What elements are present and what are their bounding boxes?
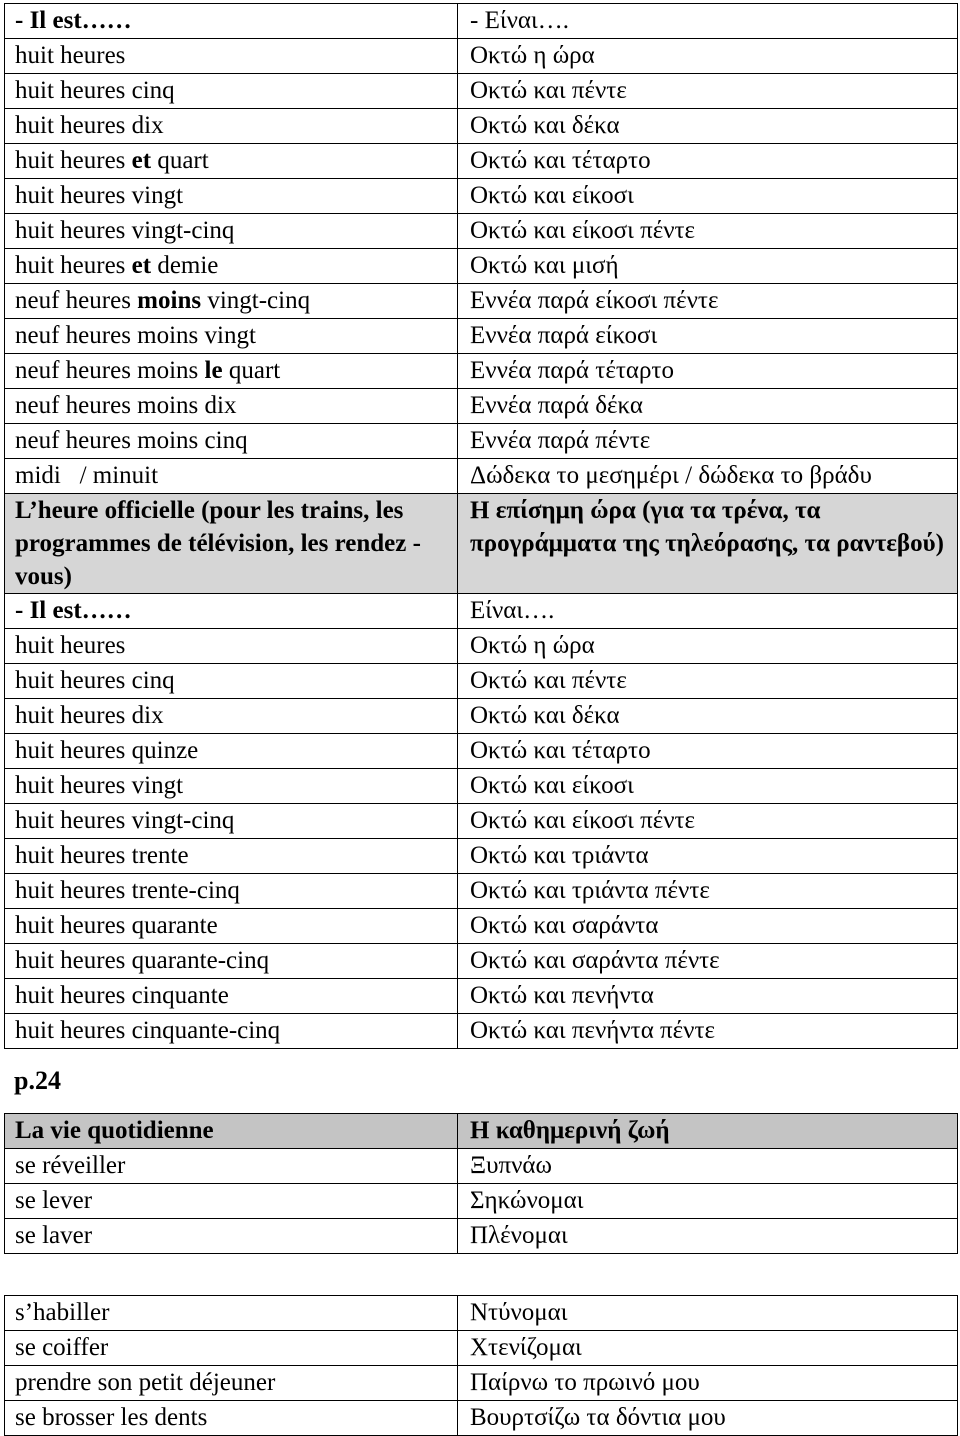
gr-cell: Οκτώ και δέκα <box>458 699 958 734</box>
gr-cell: Εννέα παρά είκοσι <box>458 319 958 354</box>
table-row <box>5 664 958 699</box>
gr-cell: Οκτώ και τριάντα πέντε <box>458 874 958 909</box>
fr-cell: se brosser les dents <box>5 1401 458 1436</box>
gr-cell: Ξυπνάω <box>458 1149 958 1184</box>
gr-cell: Οκτώ και δέκα <box>458 109 958 144</box>
fr-cell: huit heures cinquante <box>5 979 458 1014</box>
gr-cell: Οκτώ και σαράντα πέντε <box>458 944 958 979</box>
table-row <box>5 1331 958 1366</box>
gr-cell: Εννέα παρά τέταρτο <box>458 354 958 389</box>
fr-cell: huit heures <box>5 39 458 74</box>
fr-text: huit heures <box>15 252 126 279</box>
gr-cell: Ντύνομαι <box>458 1296 958 1331</box>
table-row <box>5 179 958 214</box>
table-row <box>5 839 958 874</box>
table-row <box>5 1366 958 1401</box>
fr-cell: - Il est…… <box>5 594 458 629</box>
table-row <box>5 74 958 109</box>
official-time-header-row <box>5 494 958 594</box>
fr-cell: huit heures quinze <box>5 734 458 769</box>
fr-highlight: et <box>131 252 152 279</box>
fr-highlight: le <box>204 357 223 384</box>
section-header-row <box>5 1114 958 1149</box>
gr-cell: - Είναι…. <box>458 4 958 39</box>
gr-cell: Οκτώ και πενήντα <box>458 979 958 1014</box>
page-number-label: p.24 <box>14 1066 61 1095</box>
fr-cell: huit heures <box>5 629 458 664</box>
fr-cell: huit heures vingt <box>5 769 458 804</box>
fr-cell: neuf heures moins cinq <box>5 424 458 459</box>
gr-cell: Οκτώ και τέταρτο <box>458 144 958 179</box>
fr-cell: se laver <box>5 1219 458 1254</box>
table-row <box>5 389 958 424</box>
table-row <box>5 909 958 944</box>
gr-cell: Οκτώ και είκοσι <box>458 179 958 214</box>
fr-cell: huit heures cinquante-cinq <box>5 1014 458 1049</box>
gr-cell: Οκτώ και είκοσι πέντε <box>458 214 958 249</box>
gr-cell: Οκτώ η ώρα <box>458 39 958 74</box>
table-row <box>5 1401 958 1436</box>
gr-cell: Εννέα παρά δέκα <box>458 389 958 424</box>
table-row <box>5 459 958 494</box>
fr-cell: se lever <box>5 1184 458 1219</box>
gr-cell: Είναι…. <box>458 594 958 629</box>
table-row <box>5 214 958 249</box>
fr-cell: huit heures vingt-cinq <box>5 804 458 839</box>
time-vocabulary-table <box>4 3 958 1049</box>
fr-highlight: moins <box>137 287 202 314</box>
fr-cell: huit heures quarante <box>5 909 458 944</box>
fr-header-cell: L’heure officielle (pour les trains, les programmes de télévision, les rendez -vous) <box>5 494 458 594</box>
fr-cell: huit heures quarante-cinq <box>5 944 458 979</box>
gr-cell: Οκτώ και πέντε <box>458 74 958 109</box>
fr-cell: huit heures vingt <box>5 179 458 214</box>
fr-text: quart <box>228 357 281 384</box>
gr-cell: Παίρνω το πρωινό μου <box>458 1366 958 1401</box>
fr-text: demie <box>157 252 219 279</box>
gr-cell: Δώδεκα το μεσημέρι / δώδεκα το βράδυ <box>458 459 958 494</box>
fr-cell: huit heures trente <box>5 839 458 874</box>
fr-cell: huit heures dix <box>5 109 458 144</box>
fr-cell: huit heures cinq <box>5 74 458 109</box>
table-row <box>5 1296 958 1331</box>
gr-cell: Οκτώ και μισή <box>458 249 958 284</box>
gr-cell: Εννέα παρά είκοσι πέντε <box>458 284 958 319</box>
fr-cell: huit heures trente-cinq <box>5 874 458 909</box>
fr-cell: s’habiller <box>5 1296 458 1331</box>
gr-cell: Εννέα παρά πέντε <box>458 424 958 459</box>
table-row <box>5 354 958 389</box>
fr-cell: neuf heures moins dix <box>5 389 458 424</box>
fr-highlight: et <box>131 147 152 174</box>
gr-cell: Οκτώ και είκοσι πέντε <box>458 804 958 839</box>
table-row <box>5 734 958 769</box>
fr-cell: se coiffer <box>5 1331 458 1366</box>
table-row <box>5 1219 958 1254</box>
gr-cell: Οκτώ η ώρα <box>458 629 958 664</box>
table-row <box>5 424 958 459</box>
fr-cell: huit heures dix <box>5 699 458 734</box>
table-row <box>5 699 958 734</box>
table-row <box>5 979 958 1014</box>
fr-text: neuf heures <box>15 287 131 314</box>
table-row <box>5 594 958 629</box>
fr-cell: neuf heures moins vingt <box>5 319 458 354</box>
table-row <box>5 249 958 284</box>
gr-cell: Οκτώ και σαράντα <box>458 909 958 944</box>
gr-cell: Οκτώ και πενήντα πέντε <box>458 1014 958 1049</box>
daily-life-table <box>4 1113 958 1254</box>
table-row <box>5 1014 958 1049</box>
fr-cell <box>5 354 458 389</box>
fr-cell <box>5 284 458 319</box>
fr-cell <box>5 144 458 179</box>
fr-text: vingt-cinq <box>207 287 311 314</box>
table-row <box>5 944 958 979</box>
gr-cell: Πλένομαι <box>458 1219 958 1254</box>
gr-cell: Οκτώ και πέντε <box>458 664 958 699</box>
table-row <box>5 319 958 354</box>
table-row <box>5 629 958 664</box>
gr-cell: Οκτώ και είκοσι <box>458 769 958 804</box>
fr-cell: prendre son petit déjeuner <box>5 1366 458 1401</box>
table-row <box>5 109 958 144</box>
table-row <box>5 284 958 319</box>
fr-cell: midi / minuit <box>5 459 458 494</box>
table-row <box>5 39 958 74</box>
gr-header-cell: Η καθημερινή ζωή <box>458 1114 958 1149</box>
gr-header-cell: Η επίσημη ώρα (για τα τρένα, τα προγράμματα της τηλεόρασης, τα ραντεβού) <box>458 494 958 594</box>
gr-cell: Βουρτσίζω τα δόντια μου <box>458 1401 958 1436</box>
fr-cell <box>5 249 458 284</box>
fr-cell: se réveiller <box>5 1149 458 1184</box>
fr-text: neuf heures moins <box>15 357 199 384</box>
table-row <box>5 144 958 179</box>
fr-cell: huit heures cinq <box>5 664 458 699</box>
table-row <box>5 1184 958 1219</box>
table-row <box>5 4 958 39</box>
table-row <box>5 769 958 804</box>
fr-cell: huit heures vingt-cinq <box>5 214 458 249</box>
fr-header-cell: La vie quotidienne <box>5 1114 458 1149</box>
gr-cell: Σηκώνομαι <box>458 1184 958 1219</box>
gr-cell: Χτενίζομαι <box>458 1331 958 1366</box>
fr-text: quart <box>157 147 209 174</box>
gr-cell: Οκτώ και τριάντα <box>458 839 958 874</box>
table-row <box>5 1149 958 1184</box>
table-row <box>5 874 958 909</box>
table-row <box>5 804 958 839</box>
fr-cell: - Il est…… <box>5 4 458 39</box>
fr-text: huit heures <box>15 147 126 174</box>
daily-life-table-continued <box>4 1295 958 1436</box>
gr-cell: Οκτώ και τέταρτο <box>458 734 958 769</box>
